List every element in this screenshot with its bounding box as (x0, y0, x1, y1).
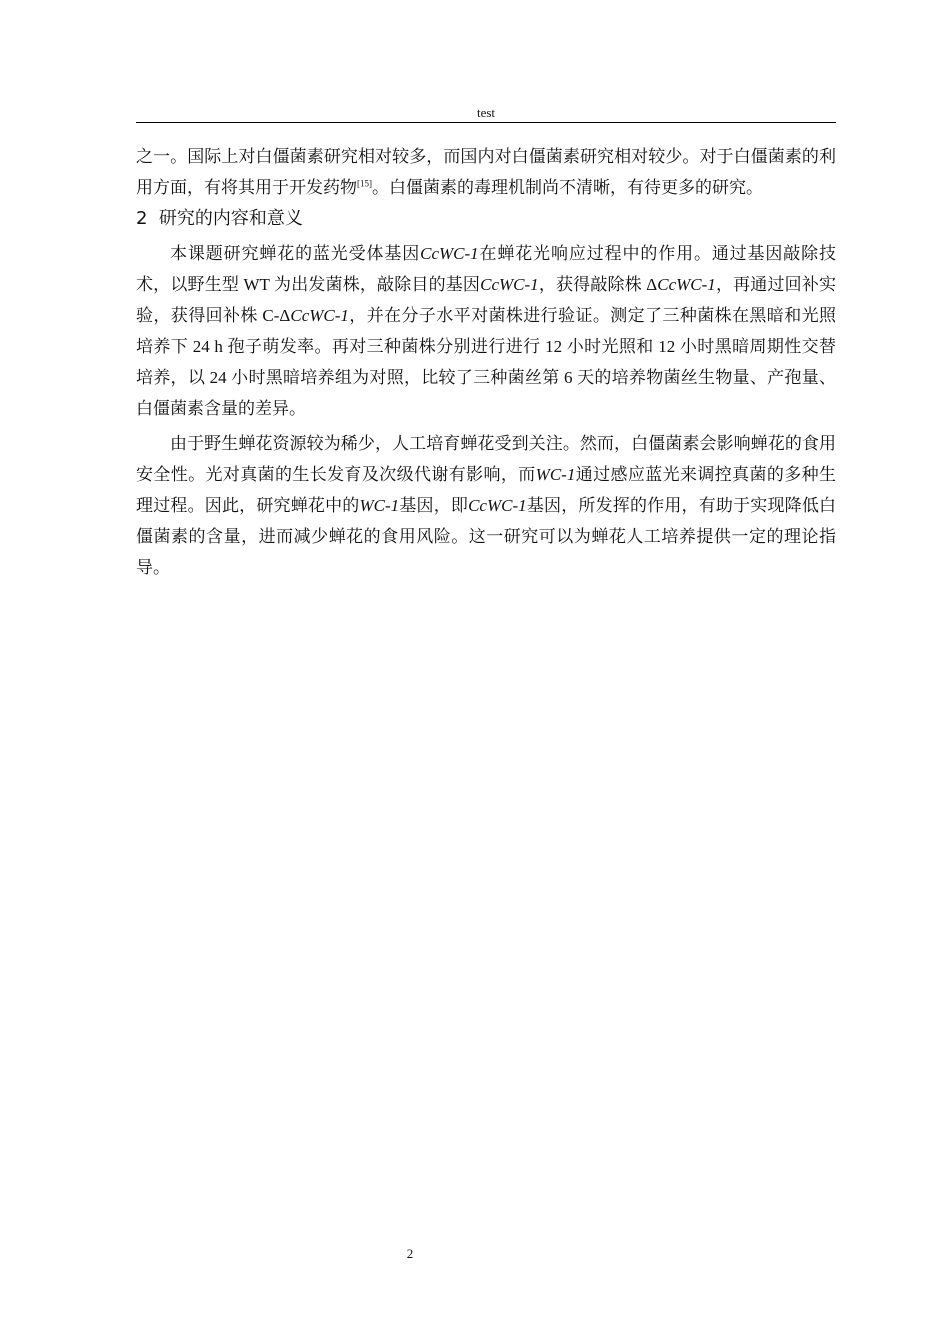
paragraph-research-significance (136, 428, 836, 583)
text-run: 由于野生蝉花资源较为稀少，人工培育蝉花受到关注。然而，白僵菌素会影响蝉花的食用安全性。光对真菌的生长发育及次级代谢有影响，而 (136, 434, 836, 484)
text-run: 本课题研究蝉花的蓝光受体基因 (170, 244, 421, 263)
text-run: 基因，即 (399, 496, 469, 515)
header-rule (136, 122, 836, 123)
text-run: 之一。国际上对白僵菌素研究相对较多，而国内对白僵菌素研究相对较少。对于白僵菌素的利用方面，有将其用于开发药物 (136, 147, 836, 197)
body-text (136, 141, 836, 583)
gene-name: CcWC-1 (657, 275, 716, 294)
gene-name: CcWC-1 (468, 496, 527, 515)
section-heading (136, 203, 836, 234)
running-header: test (476, 105, 496, 120)
section-title: 研究的内容和意义 (158, 208, 303, 229)
gene-name: CcWC-1 (480, 275, 539, 294)
section-number: 2 (136, 208, 148, 229)
text-run: 。白僵菌素的毒理机制尚不清晰，有待更多的研究。 (372, 178, 763, 197)
gene-name: CcWC-1 (420, 244, 479, 263)
page-number: 2 (406, 1246, 414, 1261)
continuation-paragraph (136, 141, 836, 203)
text-run: ，并在分子水平对菌株进行验证。测定了三种菌株在黑暗和光照培养下 24 h 孢子萌发率。再对三种菌株分别进行进行 12 小时光照和 12 小时黑暗周期性交替培养，以 24 小时黑暗培养组为对照，比较了三种菌丝第 6 天的培养物菌丝生物量、产孢量、白僵菌素含量的差异。 (136, 306, 837, 418)
gene-name: WC-1 (535, 465, 576, 484)
text-run: 通过感应蓝光来调控真菌的多种生理过程。因此，研究蝉花中的 (136, 465, 836, 515)
citation-ref: [15] (357, 178, 372, 189)
text-run: ，获得敲除株 Δ (538, 275, 658, 294)
gene-name: WC-1 (359, 496, 400, 515)
text-run: 基因，所发挥的作用，有助于实现降低白僵菌素的含量，进而减少蝉花的食用风险。这一研究可以为蝉花人工培养提供一定的理论指导。 (136, 496, 837, 577)
text-run: ，再通过回补实验，获得回补株 C-Δ (136, 275, 836, 325)
paragraph-research-content (136, 238, 836, 424)
text-run: 在蝉花光响应过程中的作用。通过基因敲除技术，以野生型 WT 为出发菌株，敲除目的基因 (136, 244, 837, 294)
gene-name: CcWC-1 (290, 306, 349, 325)
